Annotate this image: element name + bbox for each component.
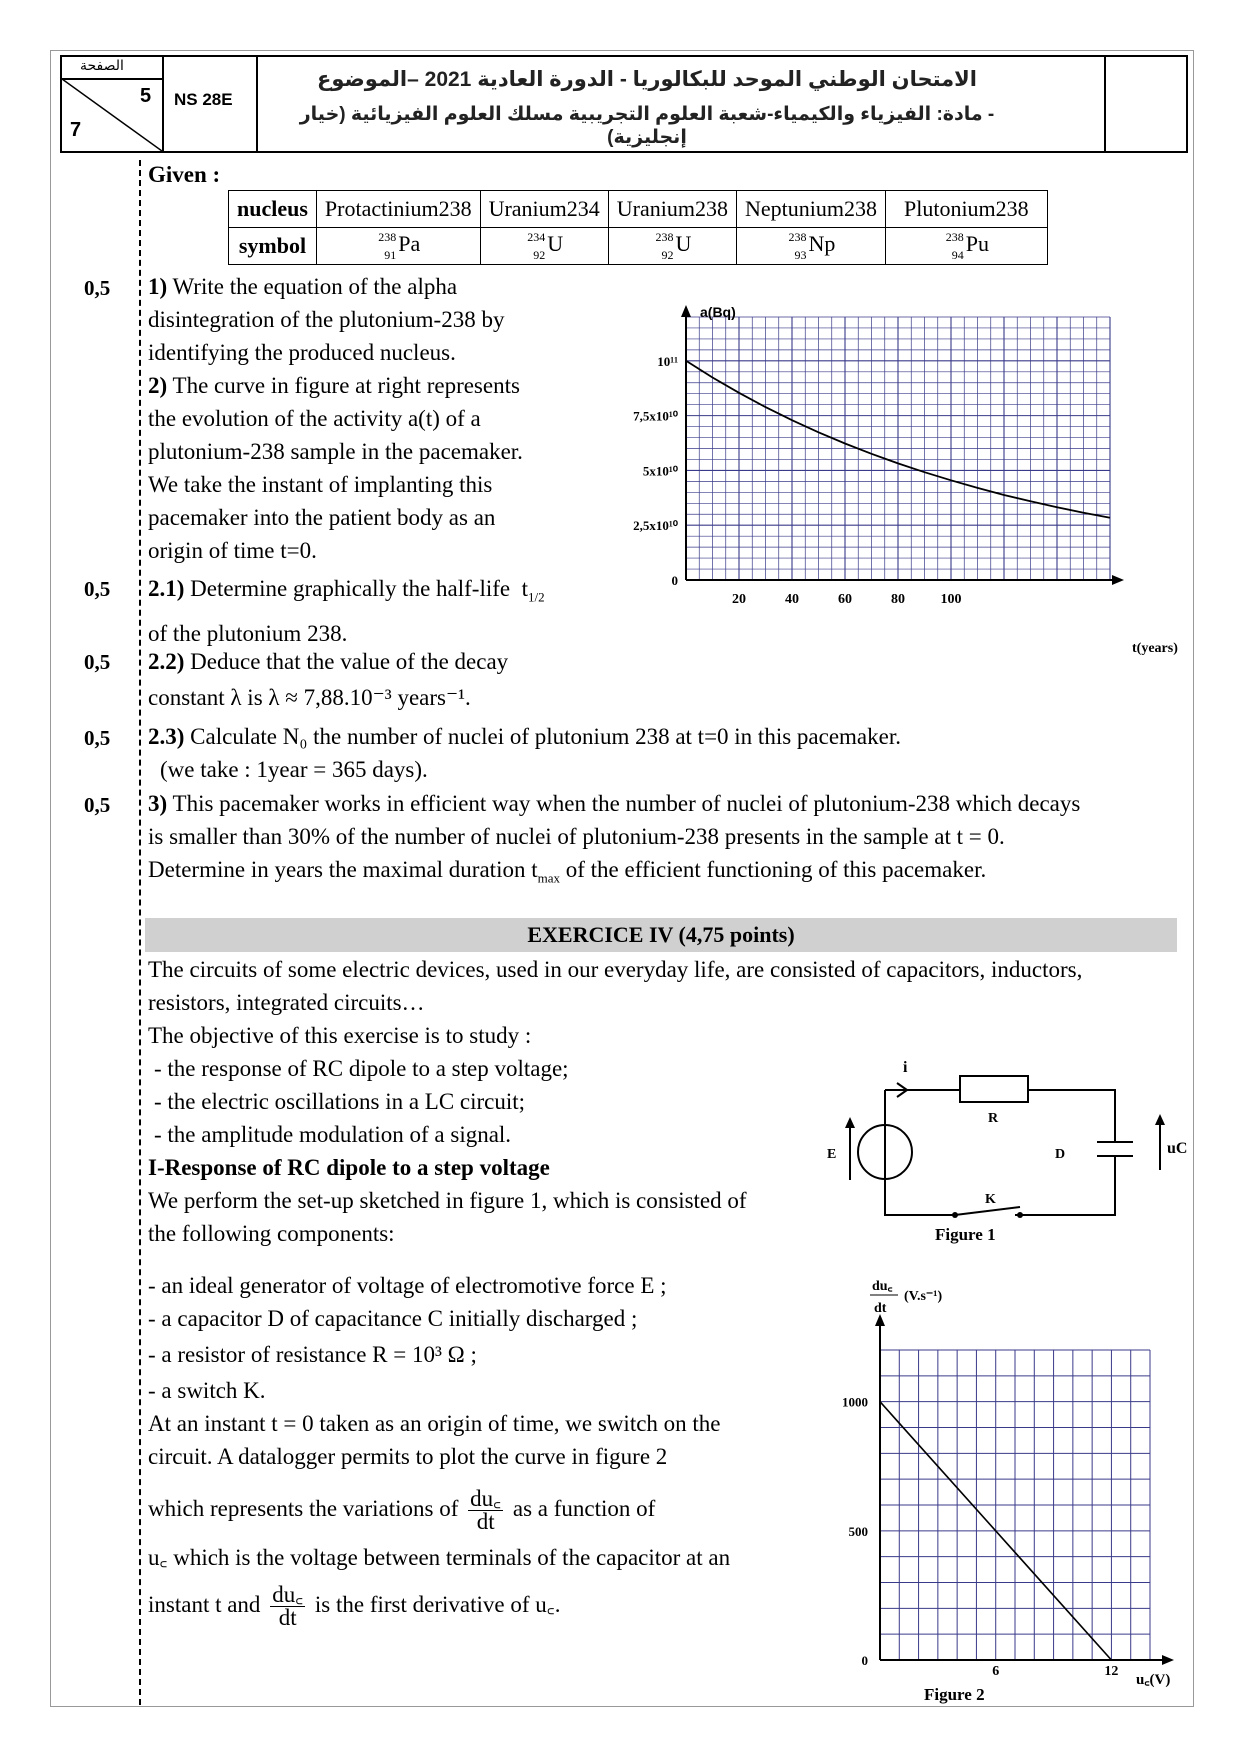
page-counter-cell — [62, 57, 164, 151]
figure2-caption: Figure 2 — [924, 1685, 985, 1704]
exam-code: NS 28E — [174, 90, 233, 109]
nucleus-name: Uranium234 — [480, 191, 608, 228]
nucleus-symbol: 234 92 U — [480, 228, 608, 265]
header-blank-cell — [1104, 57, 1186, 151]
exercise-intro: The circuits of some electric devices, used in our everyday life, are consisted of capacitors, inductors, resistors, integrated circuits… The objective of this exercise is to study : - the response of RC dipole to a step voltage; - the electric oscillations in a LC circuit; - the amplitude modulation of a signal. I-Response of RC dipole to a step voltage We perform the set-up sketched in figure 1, which is consisted of the following components: — [148, 957, 1083, 1246]
nucleus-name: Plutonium238 — [885, 191, 1047, 228]
y-axis-frac-num: du꜀ — [872, 1279, 893, 1294]
nucleus-row — [229, 191, 1048, 228]
page-total: 7 — [70, 119, 82, 141]
x-axis-label: t(years) — [1132, 641, 1178, 655]
nucleus-symbol: 238 93 Np — [736, 228, 885, 265]
chart-axes — [875, 1314, 1174, 1665]
y-tick-label: 0 — [861, 1653, 868, 1668]
y-tick-label: 7,5x10¹⁰ — [633, 408, 678, 424]
x-axis-label: u꜀(V) — [1136, 1672, 1171, 1688]
question-2: 2) The curve in figure at right represents the evolution of the activity a(t) of a plutonium-238 sample in the pacemaker. We take the instant of implanting this pacemaker into the patient body as an origin of time t=0. — [148, 373, 523, 563]
exam-header — [60, 55, 1188, 153]
x-tick-label: 100 — [940, 592, 962, 607]
y-tick-label: 0 — [671, 573, 678, 588]
wire-bottom-right — [1015, 1156, 1115, 1215]
nucleus-symbol: 238 94 Pu — [885, 228, 1047, 265]
y-axis-arrow — [681, 305, 691, 317]
exam-subject: - مادة: الفيزياء والكيمياء-شعبة العلوم التجريبية مسلك العلوم الفيزيائية (خيار إنجليزية) — [299, 104, 995, 148]
chart-grid — [880, 1350, 1150, 1660]
uc-line: u꜀ which is the voltage between terminals of the capacitor at an — [148, 1545, 731, 1570]
exercise-banner: EXERCICE IV (4,75 points) — [145, 918, 1177, 952]
figure1-caption: Figure 1 — [935, 1225, 996, 1244]
label-uc: uC — [1167, 1140, 1188, 1157]
capacitor-symbol — [1097, 1142, 1133, 1156]
wire-top-right — [1028, 1090, 1115, 1142]
exam-title: الامتحان الوطني الموحد للبكالوريا - الدورة العادية 2021 –الموضوع — [316, 68, 977, 91]
instant-line: instant t and $\frac{du꜀}{dt}$ is the first derivative of u꜀. — [148, 1582, 561, 1630]
label-r: R — [988, 1111, 999, 1126]
question-2-1: 2.1) Determine graphically the half-life $t_{1/2}$ of the plutonium 238. — [148, 576, 545, 646]
points-q1: 0,5 — [84, 276, 111, 300]
y-tick-label: 10¹¹ — [657, 353, 678, 369]
nucleus-name: Uranium238 — [608, 191, 736, 228]
switch-symbol — [955, 1207, 1020, 1215]
chart-grid — [686, 317, 1110, 580]
x-tick-label: 60 — [838, 592, 852, 607]
symbol-row-label: symbol — [229, 228, 317, 265]
circuit-diagram — [815, 1050, 1195, 1250]
given-label: Given : — [148, 162, 221, 187]
points-q22: 0,5 — [84, 650, 111, 674]
y-tick-label: 1000 — [842, 1394, 868, 1410]
label-d: D — [1055, 1147, 1066, 1162]
chart-axes — [681, 305, 1124, 585]
chart-tick-labels — [842, 1395, 1118, 1679]
points-q3: 0,5 — [84, 793, 111, 817]
label-k: K — [985, 1192, 996, 1207]
x-tick-label: 40 — [785, 592, 799, 607]
question-1: 1) Write the equation of the alpha disintegration of the plutonium-238 by identifying the produced nucleus. — [148, 274, 505, 365]
x-tick-label: 6 — [992, 1664, 1000, 1679]
activity-chart — [600, 295, 1200, 655]
x-axis-arrow — [1112, 575, 1124, 585]
page-label: الصفحة — [80, 57, 124, 73]
code-cell — [162, 57, 258, 151]
points-q21: 0,5 — [84, 577, 111, 601]
label-i: i — [903, 1059, 908, 1076]
nucleus-symbol: 238 91 Pa — [316, 228, 480, 265]
symbol-row — [229, 228, 1048, 265]
page-number: 5 — [140, 85, 152, 107]
nucleus-symbol: 238 92 U — [608, 228, 736, 265]
x-tick-label: 20 — [732, 592, 746, 607]
y-tick-label: 2,5x10¹⁰ — [633, 518, 678, 534]
nucleus-name: Neptunium238 — [736, 191, 885, 228]
y-axis-frac-den: dt — [874, 1301, 887, 1316]
y-axis-label: (V.s⁻¹) — [904, 1289, 943, 1304]
y-tick-label: 5x10¹⁰ — [642, 463, 678, 479]
question-2-2: 2.2) Deduce that the value of the decay constant λ is λ ≈ 7,88.10⁻³ years⁻¹. — [148, 649, 509, 710]
y-axis-label: a(Bq) — [700, 304, 736, 320]
x-tick-label: 80 — [891, 592, 905, 607]
label-e: E — [827, 1147, 837, 1162]
resistor-symbol — [960, 1076, 1028, 1102]
given-table — [228, 190, 1048, 265]
points-q23: 0,5 — [84, 726, 111, 750]
x-axis-arrow — [1162, 1655, 1174, 1665]
nucleus-name: Protactinium238 — [316, 191, 480, 228]
nucleus-row-label: nucleus — [229, 191, 317, 228]
derivative-chart — [820, 1270, 1200, 1710]
margin-dashed-line — [139, 160, 141, 1705]
wire-left — [885, 1090, 955, 1215]
question-3: 3) This pacemaker works in efficient way when the number of nuclei of plutonium-238 which decays is smaller than 30% of the number of nuclei of plutonium-238 presents in the sample at t = 0. Determine in years the maximal duration $t_{max}$ of the efficient functioning of this pacemaker. — [148, 791, 1081, 886]
components-list: - an ideal generator of voltage of electromotive force E ; - a capacitor D of capacitance C initially discharged ; - a resistor of resistance R = 10³ Ω ; - a switch K. At an instant t = 0 taken as an origin of time, we switch on the circuit. A datalogger permits to plot the curve in figure 2 — [148, 1273, 721, 1469]
y-tick-label: 500 — [848, 1523, 868, 1539]
question-2-3: 2.3) Calculate N₀ the number of nuclei of plutonium 238 at t=0 in this pacemaker. (we take : 1year = 365 days). — [148, 724, 901, 782]
which-line: which represents the variations of $\frac{du꜀}{dt}$ as a function of — [148, 1486, 656, 1534]
x-tick-label: 12 — [1104, 1664, 1119, 1679]
